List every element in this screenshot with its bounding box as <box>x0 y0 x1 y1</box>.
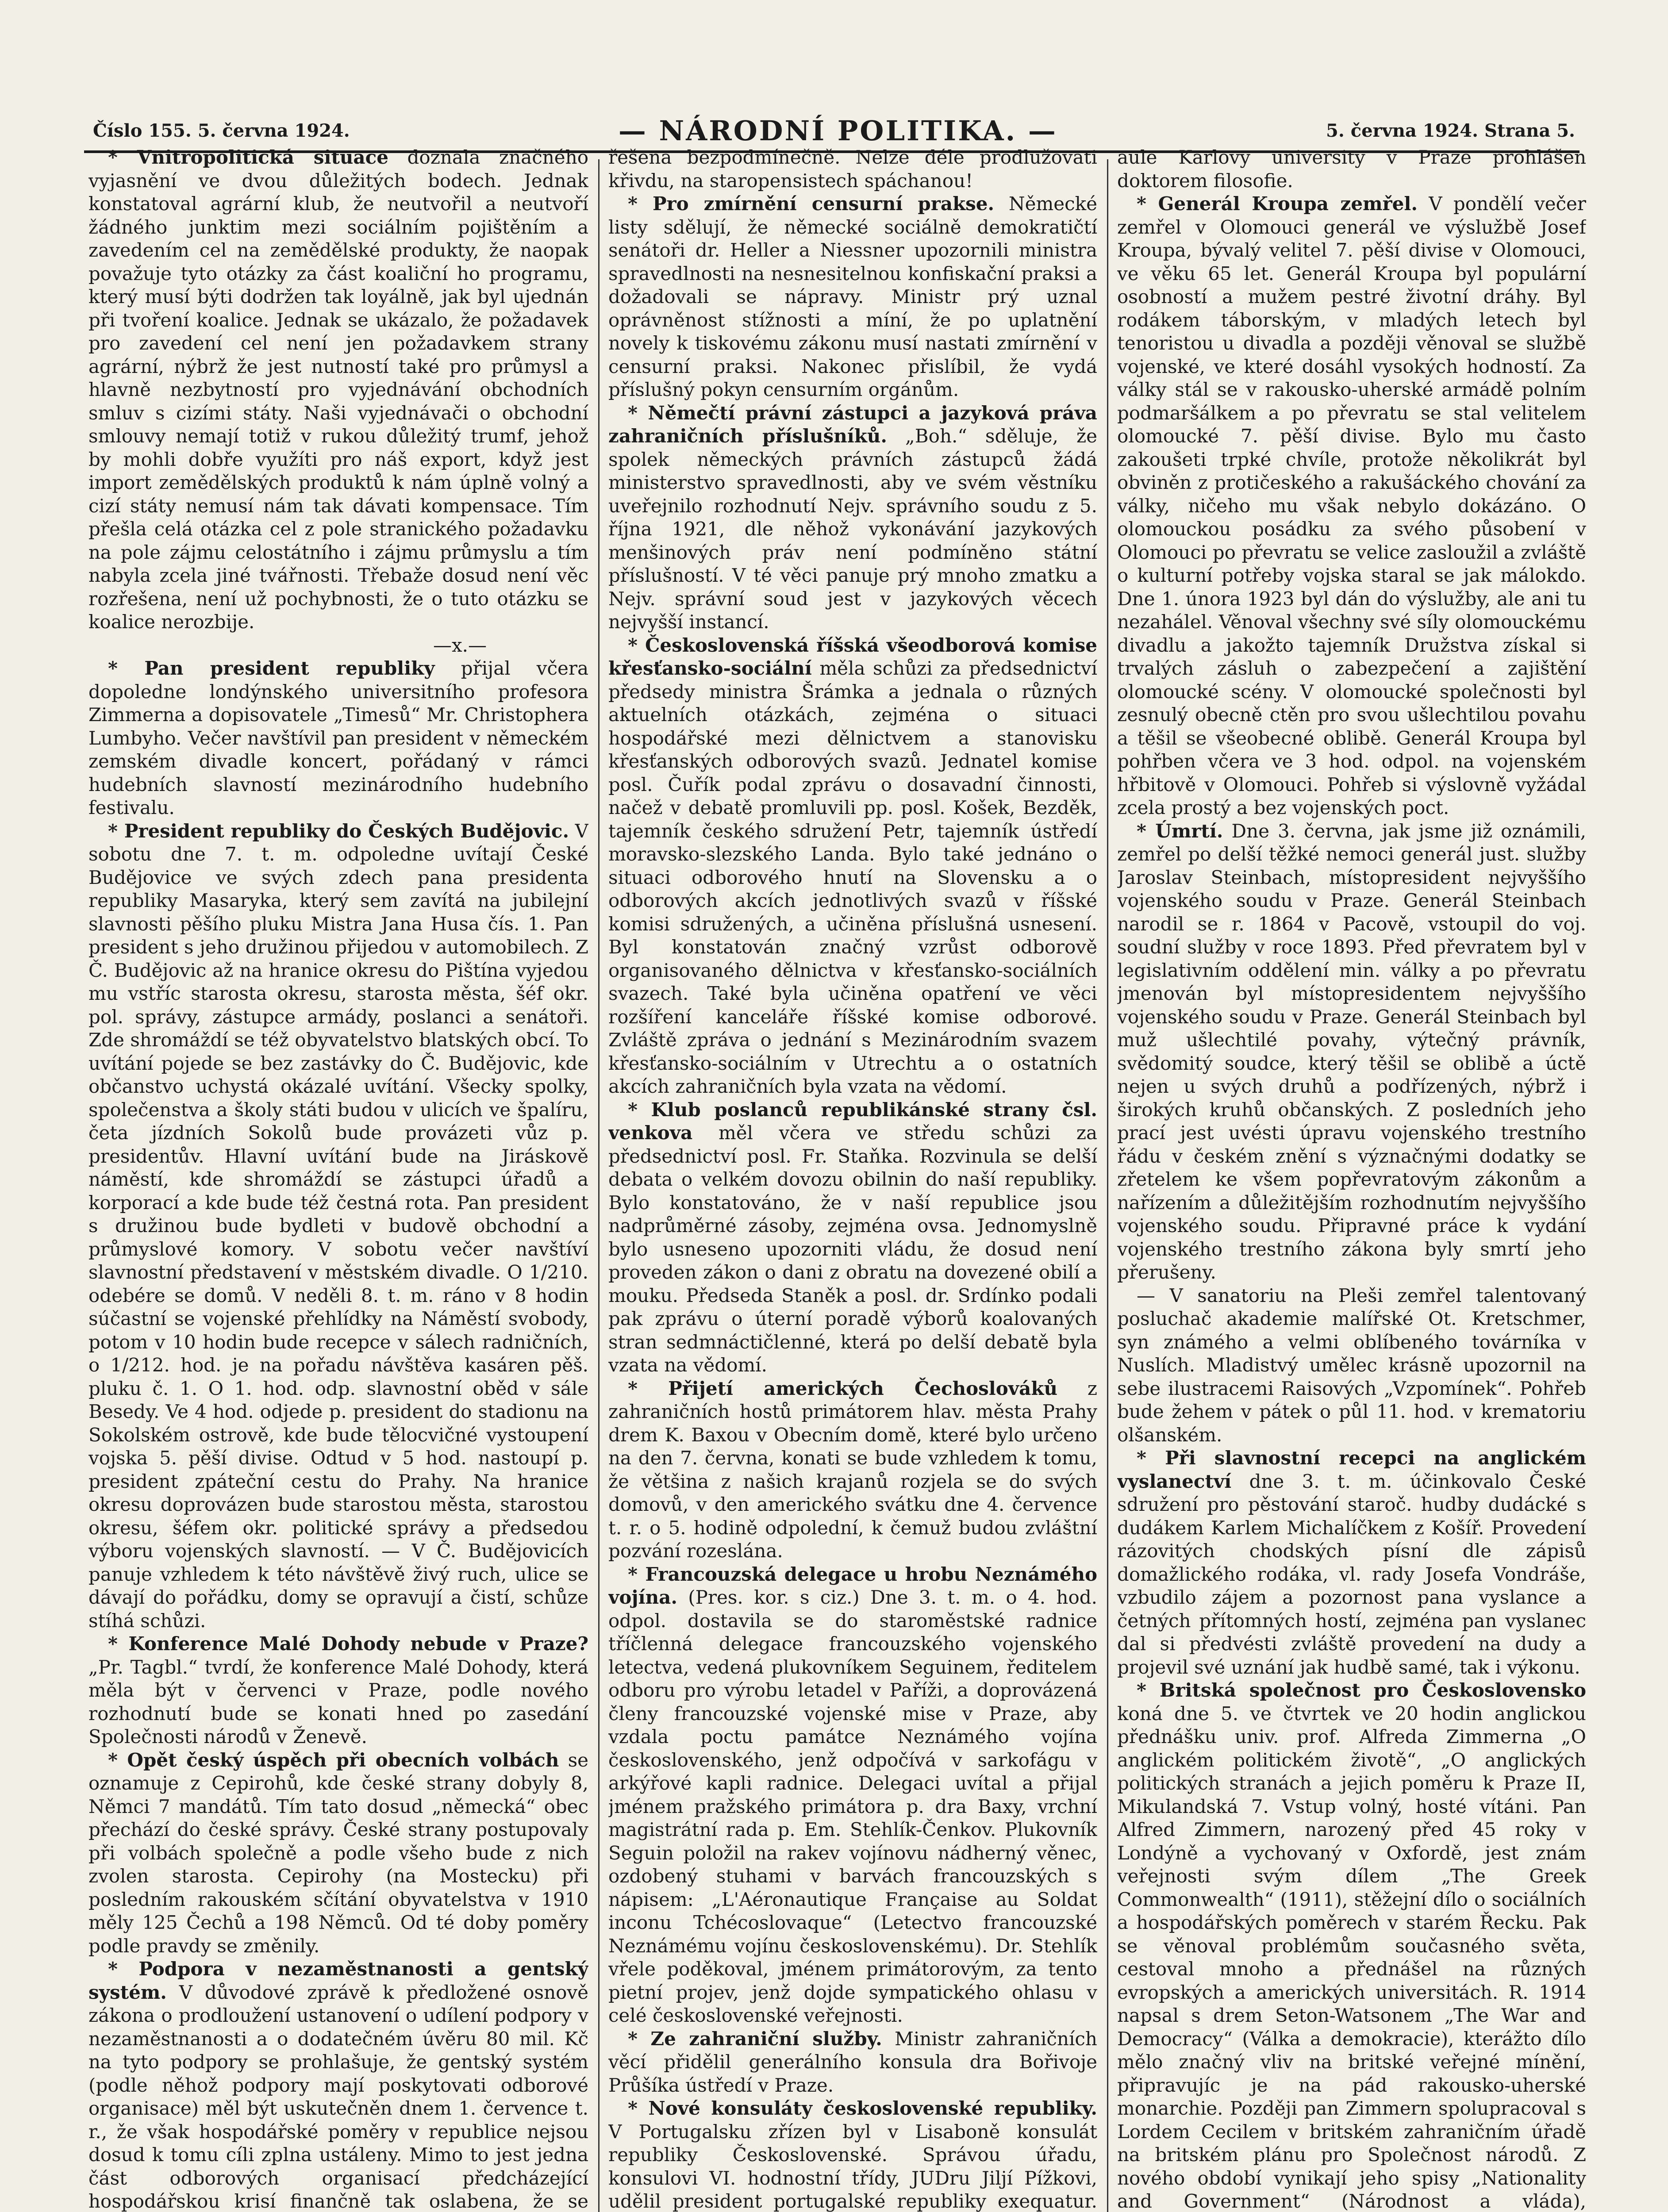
article-headline: * Československá říšská všeodborová komise křesťansko-sociální <box>608 634 1097 679</box>
article <box>1117 192 1586 820</box>
article-signature: —x.— <box>433 634 487 656</box>
article-body: koná dne 5. ve čtvrtek ve 20 hodin anglickou přednášku univ. prof. Alfreda Zimmerna „O anglickém politickém životě“, „O anglických politických stranách a jejich poměru k Praze II, Mikulandská 7. Vstup volný, hosté vítáni. Pan Alfred Zimmern, narozený před 45 roky v Londýně a vychovaný v Oxfordě, jest znám veřejnosti svým dílem „The Greek Commonwealth“ (1911), stěžejní dílo o sociálních a hospodářských poměrech v starém Řecku. Pak se věnoval problémům současného světa, cestoval mnoho a přednášel na různých evropských a amerických universitách. R. 1914 napsal s drem Seton-Watsonem „The War and Democracy“ (Válka a demokracie), kterážto dílo mělo značný vliv na britské veřejné mínění, připravujíc je na pád rakousko-uherské monarchie. Později pan Zimmern spolupracoval s Lordem Cecilem v britském zahraničním úřadě na britském plánu pro Společnost národů. Z nového období vynikají jeho spisy „Nationality and Government“ (Národnost a vláda), <box>1117 1702 1586 2212</box>
article-body: Německé listy sdělují, že německé sociálně demokratičtí senátoři dr. Heller a Niessner upozornili ministra spravedlnosti na nesnesitelnou konfiskační praksi a dožadovali se nápravy. Ministr prý uznal oprávněnost stížnosti a míní, že po uplatnění novely k tiskovému zákonu musí nastati zmírnění v censurní praksi. Nakonec přislíbil, že vydá příslušný pokyn censurním orgánům. <box>608 193 1097 400</box>
masthead-title: — NÁRODNÍ POLITIKA. — <box>618 114 1057 147</box>
article <box>88 657 588 820</box>
article <box>608 2097 1097 2212</box>
article <box>88 1958 588 2212</box>
article-body: V sobotu dne 7. t. m. odpoledne uvítají České Budějovice ve svých zdech pana presidenta republiky Masaryka, který sem zavítá na jubilejní slavnosti pěšího pluku Mistra Jana Husa čís. 1. Pan president s jeho družinou přijedou v automobilech. Z Č. Budějovic až na hranice okresu do Pištína vyjedou mu vstříc starosta okresu, starosta města, šéf okr. pol. správy, zástupce armády, poslanci a senátoři. Zde shromáždí se též obyvatelstvo blatských obcí. To uvítání pojede se bez zastávky do Č. Budějovic, kde občanstvo uchystá okázalé uvítání. Všecky spolky, společenstva a školy státi budou v ulicích ve špalíru, četa jízdních Sokolů bude provázeti vůz p. presidentův. Hlavní uvítání bude na Jiráskově náměstí, kde shromáždí se zástupci úřadů a korporací a kde bude též čestná rota. Pan president s družinou bude bydleti v budově obchodní a průmyslové komory. V sobotu večer navštíví slavnostní představení v městském divadle. O 1/210. odebére se domů. V neděli 8. t. m. ráno v 8 hodin súčastní se vojenské přehlídky na Náměstí svobody, potom v 10 hodin bude recepce v sálech radničních, o 1/212. hod. je na pořadu návštěva kasáren pěš. pluku č. 1. O 1. hod. odp. slavnostní oběd v sále Besedy. Ve 4 hod. odjede p. president do stadionu na Sokolském ostrově, kde bude tělocvičné vystoupení vojska 5. pěší divise. Odtud v 5 hod. nastoupí p. president zpáteční cestu do Prahy. Na hranice okresu doprovázen bude starostou města, starostou okresu, šéfem okr. politické správy a předsedou výboru vojenských slavností. — V Č. Budějovicích panuje vzhledem k této návštěvě živý ruch, ulice se dávají do pořádku, domy se opravují a čistí, schůze stíhá schůzi. <box>88 820 588 1632</box>
article-headline: * Pan president republiky <box>108 657 435 679</box>
article-body: měla schůzi za předsednictví předsedy ministra Šrámka a jednala o různých aktuelních otázkách, zejména o situaci hospodářské mezi dělnictvem a stanovisku křesťanských odborových svazů. Jednatel komise posl. Čuřík podal zprávu o dosavadní činnosti, načež v debatě promluvili pp. posl. Košek, Bezděk, tajemník českého sdružení Petr, tajemník ústředí moravsko-slezského Landa. Bylo také jednáno o situaci odborového hnutí na Slovensku a o odborových akcích jednotlivých svazů v říšské komisi sdružených, a učiněna příslušná usnesení. Byl konstatován značný vzrůst odborově organisovaného dělnictva v křesťansko-sociálních svazech. Také byla učiněna opatření ve věci rozšíření kanceláře říšské komise odborové. Zvláště zpráva o jednání s Mezinárodním svazem křesťansko-sociálním v Utrechtu a o ostatních akcích zahraničních byla vzata na vědomí. <box>608 657 1097 1097</box>
article <box>88 820 588 1633</box>
article-body: z zahraničních hostů primátorem hlav. města Prahy drem K. Baxou v Obecním domě, které bylo určeno na den 7. června, konati se bude vzhledem k tomu, že většina z našich krajanů rozjela se do svých domovů, v den amerického svátku dne 4. července t. r. o 5. hodině odpolední, k čemuž budou zvláštní pozvání rozeslána. <box>608 1377 1097 1562</box>
article-headline: * Britská společnost pro Československo <box>1137 1679 1586 1701</box>
article-body: „Pr. Tagbl.“ tvrdí, že konference Malé Dohody, která měla být v červenci v Praze, podle nového rozhodnutí bude se konati hned po zasedání Společnosti národů v Ženevě. <box>88 1656 588 1747</box>
article-headline: * Generál Kroupa zemřel. <box>1137 193 1418 215</box>
article-body: V pondělí večer zemřel v Olomouci generál ve výslužbě Josef Kroupa, bývalý velitel 7. pěší divise v Olomouci, ve věku 65 let. Generál Kroupa byl populární osobností a mužem pestré životní dráhy. Byl rodákem táborským, v mladých letech byl tenoristou u divadla a později věnoval se službě vojenské, ve které dosáhl vysokých hodností. Za války stál se v rakousko-uherské armádě polním podmaršálkem a po převratu se stal velitelem olomoucké 7. pěší divise. Bylo mu často zakoušeti trpké chvíle, protože několikrát byl obviněn z protičeského a rakušáckého chování za války, ničeho mu však nebylo dokázáno. O olomouckou posádku za svého působení v Olomouci po převratu se velice zasloužil a zvláště o kulturní potřeby vojska staral se jak málokdo. Dne 1. února 1923 byl dán do výslužby, ale ani tu nezahálel. Věnoval všechny své síly olomouckému divadlu a jakožto tajemník Družstva získal si trvalých zásluh o zabezpečení a zajištění olomoucké scény. V olomoucké společnosti byl zesnulý obecně ctěn pro svou ušlechtilou povahu a těšil se všeobecné oblibě. Generál Kroupa byl pohřben včera ve 3 hod. odpol. na vojenském hřbitově v Olomouci. Pohřeb si výslovně vyžádal zcela prostý a bez vojenských poct. <box>1117 193 1586 818</box>
article-headline: * Přijetí amerických Čechoslováků <box>628 1377 1058 1399</box>
article-headline: * Podpora v nezaměstnanosti a gentský systém. <box>88 1958 588 2003</box>
article-body: doznala značného vyjasnění ve dvou důležitých bodech. Jednak konstatoval agrární klub, že neutvořil a neutvoří žádného junktim mezi sociálním pojištěním a zavedením cel na zemědělské produkty, že naopak považuje tyto otázky za část koaliční ho programu, který musí býti dodržen tak loyálně, jak byl ujednán při tvoření koalice. Jednak se ukázalo, že požadavek pro zavedení cel není jen požadavkem strany agrární, nýbrž že jest nutností také pro průmysl a hlavně nezbytností pro vyjednávání obchodních smluv s cizími státy. Naši vyjednávači o obchodní smlouvy nemají totiž v rukou důležitý trumf, jehož by mohli dobře využíti pro náš export, když jest import zemědělských produktů k nám úplně volný a cizí státy nemusí nám tak dávati kompensace. Tím přešla celá otázka cel z pole stranického požadavku na pole zájmu celostátního i zájmu průmyslu a tím nabyla zcela jiné tvářnosti. Třebaže dosud není věc rozřešena, není už pochybnosti, že o tuto otázku se koalice nerozbije. <box>88 146 588 633</box>
article-headline: * Ze zahraniční služby. <box>628 2028 882 2050</box>
column-2 <box>608 146 1097 2212</box>
article-continuation: aule Karlovy university v Praze prohlášen doktorem filosofie. <box>1117 146 1586 192</box>
article-headline: * President republiky do Českých Budějovic. <box>108 820 569 842</box>
article <box>608 1377 1097 1563</box>
article <box>1117 1679 1586 2212</box>
column-divider <box>598 159 600 2212</box>
article-headline: * Vnitropolitická situace <box>108 146 388 168</box>
article-body: V důvodové zprávě k předložené osnově zákona o prodloužení ustanovení o udílení podpory v nezaměstnanosti a o dodatečném úvěru 80 mil. Kč na tyto podpory se prohlašuje, že gentský systém (podle něhož podpory mají poskytovati odborové organisace) měl být uskutečněn dnem 1. července t. r., že však hospodářské poměry v republice nejsou dosud k tomu cíli zplna ustáleny. Mimo to jest jedna část odborových organisací předcházející hospodářskou krisí finančně tak oslabena, že se <box>88 1981 588 2212</box>
issue-number: Číslo 155. 5. června 1924. <box>93 120 350 141</box>
article: — V sanatoriu na Pleši zemřel talentovaný posluchač akademie malířské Ot. Kretschmer, syn známého a velmi oblíbeného továrníka v Nuslích. Mladistvý umělec krásně upozornil na sebe ilustracemi Raisových „Vzpomínek“. Pohřeb bude žehem v pátek o půl 11. hod. v krematoriu olšanském. <box>1117 1284 1586 1446</box>
article-headline: * Opět český úspěch při obecních volbách <box>108 1749 559 1771</box>
article-body: Dne 3. června, jak jsme již oznámili, zemřel po delší těžké nemoci generál just. služby Jaroslav Steinbach, místopresident nejvyššího vojenského soudu v Praze. Generál Steinbach narodil se r. 1864 v Pacově, vstoupil do voj. soudní služby v roce 1893. Před převratem byl v legislativním oddělení min. války a po převratu jmenován byl místopresidentem nejvyššího vojenského soudu v Praze. Generál Steinbach byl muž ušlechtilé povahy, výtečný právník, svědomitý soudce, který těšil se oblibě a úctě nejen u svých druhů a podřízených, nýbrž i širokých kruhů občanských. Z posledních jeho prací jest uvésti úpravu vojenského trestního řádu v českém znění s význačnými dodatky se zřetelem ke všem popřevratovým zákonům a nařízením a důležitějším rozhodnutím nejvyššího vojenského soudu. Připravné práce k vydání vojenského trestního zákona byly smrtí jeho přerušeny. <box>1117 820 1586 1283</box>
article-body: (Pres. kor. s ciz.) Dne 3. t. m. o 4. hod. odpol. dostavila se do staroměstské radnice tříčlenná delegace francouzského vojenského letectva, vedená plukovníkem Seguinem, ředitelem odboru pro výrobu letadel v Paříži, a doprovázená členy francouzské vojenské mise v Praze, aby vzdala poctu památce Neznámého vojína československého, jenž odpočívá v sarkofágu v arkýřové kapli radnice. Delegaci uvítal a přijal jménem pražského primátora p. dra Baxy, vrchní magistrátní rada p. Em. Stehlík-Čenkov. Plukovník Seguin položil na rakev vojínovu nádherný věnec, ozdobený stuhami v barvách francouzských s nápisem: „L'Aéronautique Française au Soldat inconu Tchécoslovaque“ (Letectvo francouzské Neznámému vojínu československému). Dr. Stehlík vřele poděkoval, jménem primátorovým, za tento pietní projev, jenž dojde sympatického ohlasu v celé československé veřejnosti. <box>608 1586 1097 2026</box>
page-header <box>93 111 1575 150</box>
article-headline: * Francouzská delegace u hrobu Neznámého vojína. <box>608 1563 1097 1608</box>
article <box>88 1632 588 1749</box>
article <box>608 192 1097 402</box>
article-headline: * Němečtí právní zástupci a jazyková práva zahraničních příslušníků. <box>608 402 1097 447</box>
article <box>88 146 588 634</box>
article-body: přijal včera dopoledne londýnského universitního profesora Zimmerna a dopisovatele „Timesů“ Mr. Christophera Lumbyho. Večer navštívil pan president v německém zemském divadle koncert, pořádaný v rámci hudebních slavností mezinárodního hudebního festivalu. <box>88 657 588 818</box>
article <box>1117 820 1586 1284</box>
article <box>608 402 1097 634</box>
article <box>608 1098 1097 1377</box>
article-headline: * Při slavnostní recepci na anglickém vyslanectví <box>1117 1447 1586 1492</box>
article-headline: * Nové konsuláty československé republiky. <box>628 2097 1097 2119</box>
article-body: dne 3. t. m. účinkovalo České sdružení pro pěstování staroč. hudby dudácké s dudákem Karlem Michalíčkem z Košíř. Provedení rázovitých chodských písní dle zápisů domažlického rodáka, vl. rady Josefa Vondráše, vzbudilo zájem a pozornost pana vyslance a četných přítomných hostí, zejména pan vyslanec dal si předvésti zvláště provedení na dudy a projevil své uznání jak hudbě samé, tak i výkonu. <box>1117 1470 1586 1678</box>
article <box>608 2028 1097 2097</box>
article-headline: * Konference Malé Dohody nebude v Praze? <box>108 1633 588 1655</box>
article <box>1117 1447 1586 1679</box>
article <box>88 1749 588 1958</box>
article-body: „Boh.“ sděluje, že spolek německých právních zástupců žádá ministerstvo spravedlnosti, aby ve svém věstníku uveřejnilo rozhodnutí Nejv. správního soudu z 5. října 1921, dle něhož vykonávání jazykových menšinových práv není podmíněno státní příslušností. V té věci panuje prý mnoho zmatku a Nejv. správní soud jest v jazykových věcech nejvyšší instancí. <box>608 425 1097 633</box>
column-divider <box>1107 159 1108 2212</box>
article-body: V Portugalsku zřízen byl v Lisaboně konsulát republiky Československé. Správou úřadu, konsulovi VI. hodnostní třídy, JUDru Jiljí Pížkovi, udělil president portugalské republiky exequatur. <box>608 2120 1097 2212</box>
article-headline: * Úmrtí. <box>1137 820 1223 842</box>
article-headline: * Klub poslanců republikánské strany čsl. venkova <box>608 1098 1097 1144</box>
article-body: měl včera ve středu schůzi za předsednictví posl. Fr. Staňka. Rozvinula se delší debata o velkém dovozu obilnin do naší republiky. Bylo konstatováno, že v naší republice jsou nadprůměrné zásoby, zejména ovsa. Jednomyslně bylo usneseno upozorniti vládu, že dosud není proveden zákon o dani z obratu na dovezené obilí a mouku. Předseda Staněk a posl. dr. Srdínko podali pak zprávu o úterní poradě výborů koalovaných stran sedmnáctičlenné, která po delší debatě byla vzata na vědomí. <box>608 1122 1097 1376</box>
date-and-page: 5. června 1924. Strana 5. <box>1326 120 1575 141</box>
column-3 <box>1117 146 1586 2212</box>
article <box>608 634 1097 1098</box>
article-body: Ministr zahraničních věcí přidělil generálního konsula dra Bořivoje Průšíka ústředí v Praze. <box>608 2028 1097 2096</box>
article-continuation: řešena bezpodmínečně. Nelze déle prodlužovati křivdu, na staropensistech spáchanou! <box>608 146 1097 192</box>
column-1 <box>88 146 588 2212</box>
article <box>608 1563 1097 2028</box>
article-body: se oznamuje z Cepirohů, kde české strany dobyly 8, Němci 7 mandátů. Tím tato dosud „německá“ obec přechází do české správy. České strany postupovaly při volbách společně a podle všeho bude z nich zvolen starosta. Cepirohy (na Mostecku) při posledním rakouském sčítání obyvatelstva v 1910 měly 125 Čechů a 198 Němců. Od té doby poměry podle pravdy se změnily. <box>88 1749 588 1957</box>
article-headline: * Pro zmírnění censurní prakse. <box>628 193 995 215</box>
